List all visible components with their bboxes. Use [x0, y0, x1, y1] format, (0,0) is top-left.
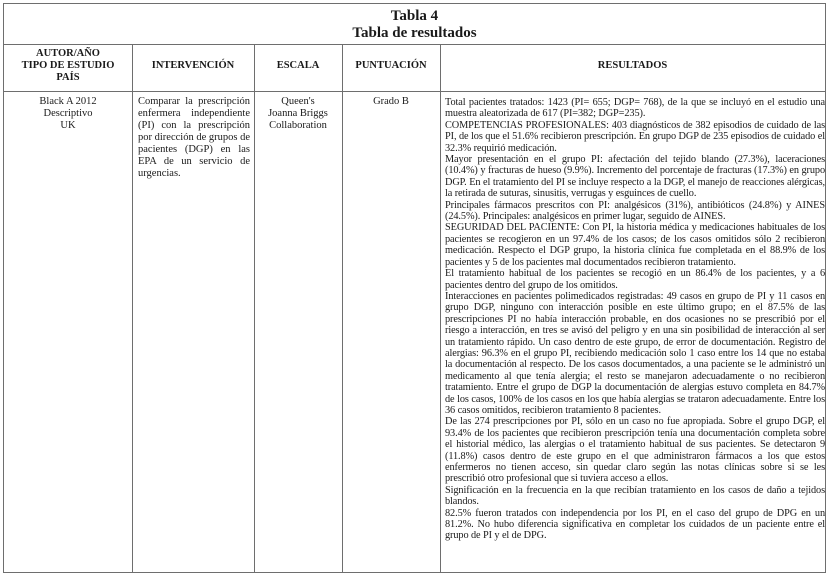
header-author-line3: PAÍS: [56, 72, 80, 83]
column-divider: [440, 44, 441, 572]
cell-score: Grado B: [373, 96, 409, 107]
country: UK: [60, 120, 76, 131]
scale-line2: Joanna Briggs: [268, 108, 328, 119]
result-paragraph: Interacciones en pacientes polimedicados registradas: 49 casos en grupo de PI y 11 casos en grupo DGP, ninguno con interacción posible en este último grupo; en el 87.5% de las prescripciones PI no había interacción probable, en dos ocasiones no se prescribió por el riesgo a interacción, en tres se avisó del peligro y en una sin posibilidad de interacción al ser un tratamiento rápido. Un caso dentro de este grupo, de error de documentación. Registro de alergias: 96.3% en el grupo PI, recibiendo medicación solo 1 caso entre los 14 que no estaba la documentación al respecto. De los casos documentados, a una paciente se le administró un medicamento al que tenía alergia; el resto se manejaron adecuadamente o no recibieron tratamiento. Entre el grupo de DGP la documentación de alergias estuvo completa en 84.7% de los casos, 100% de los casos en los que había alergias se trataron adecuadamente. Entre los 36 casos omitidos, recibieron tratamiento 8 pacientes.: [445, 290, 825, 416]
study-type: Descriptivo: [43, 108, 93, 119]
result-paragraph: De las 274 prescripciones por PI, sólo en un caso no fue apropiada. Sobre el grupo DGP, el 93.4% de los pacientes que recibieron prescripción tenía una documentación completa sobre el historial médico, las alergias o el tratamiento habitual de sus pacientes. Se detectaron 9 (11.8%) casos dentro de este grupo en el que administraron fármacos a los que estos enfermeros no tienen acceso, sin quedar claro según las notas clínicas sobre si se les prescribió otro profesional que si tuviera acceso a ellos.: [445, 416, 825, 485]
author-year: Black A 2012: [39, 96, 97, 107]
cell-author: [4, 96, 132, 132]
result-paragraph: El tratamiento habitual de los pacientes se recogió en un 86.4% de los pacientes, y a 6 pacientes dentro del grupo de los omitidos.: [445, 268, 825, 291]
header-intervention: INTERVENCIÓN: [132, 44, 254, 92]
cell-results: [445, 97, 825, 542]
cell-scale: [254, 96, 342, 132]
column-divider: [132, 44, 133, 572]
result-paragraph: Mayor presentación en el grupo PI: afectación del tejido blando (27.3%), laceraciones (10.4%) y fracturas de hueso (9.9%). Incremento del porcentaje de fracturas (17.3%) en grupo DGP. En el tratamiento del PI se incluye respecto a la DGP, el manejo de reacciones alérgicas, la retirada de suturas, sinusitis, verrugas y esguinces de cuello.: [445, 154, 825, 200]
results-table: [3, 3, 826, 573]
header-author-line1: AUTOR/AÑO: [36, 48, 100, 59]
header-score: PUNTUACIÓN: [342, 44, 440, 92]
table-subtitle: Tabla de resultados: [352, 25, 477, 41]
result-paragraph: SEGURIDAD DEL PACIENTE: Con PI, la historia médica y medicaciones habituales de los pacientes se recogieron en un 97.4% de los casos; de los casos omitidos sólo 2 recibieron medicación. Respecto el DGP grupo, la historia clínica fue completada en el 88.9% de los pacientes y 5 de los pacientes mal documentados recibieron tratamiento.: [445, 222, 825, 268]
result-paragraph: Significación en la frecuencia en la que recibían tratamiento en los casos de daño a tejidos blandos.: [445, 484, 825, 508]
header-author-line2: TIPO DE ESTUDIO: [21, 60, 115, 71]
header-scale: ESCALA: [254, 44, 342, 92]
scale-line3: Collaboration: [269, 120, 327, 131]
column-divider: [342, 44, 343, 572]
result-paragraph: Total pacientes tratados: 1423 (PI= 655; DGP= 768), de la que se incluyó en el estudio una muestra aleatorizada de 617 (PI=382; DGP=235).: [445, 97, 825, 120]
header-author: [4, 44, 132, 92]
header-results: RESULTADOS: [440, 44, 825, 92]
scale-line1: Queen's: [281, 96, 315, 107]
cell-intervention: Comparar la prescripción enfermera independiente (PI) con la prescripción por dirección de grupos de pacientes (DGP) en las EPA de un servicio de urgencias.: [138, 96, 250, 179]
result-paragraph: COMPETENCIAS PROFESIONALES: 403 diagnósticos de 382 episodios de cuidado de las PI, de los que el 51.6% recibieron prescripción. En grupo DGP de 235 episodios de cuidado el 32.3% requirió medicación.: [445, 119, 825, 154]
result-paragraph: 82.5% fueron tratados con independencia por los PI, en el caso del grupo de DPG en un 81.2%. No hubo diferencia significativa en completar los cuidados de un paciente entre el grupo de PI y el de DPG.: [445, 507, 825, 542]
table-title: Tabla 4: [390, 8, 439, 24]
result-paragraph: Principales fármacos prescritos con PI: analgésicos (31%), antibióticos (24.8%) y AINES (24.5%). Principales: analgésicos en primer lugar, seguido de AINES.: [445, 199, 825, 223]
table-caption: [4, 4, 825, 45]
